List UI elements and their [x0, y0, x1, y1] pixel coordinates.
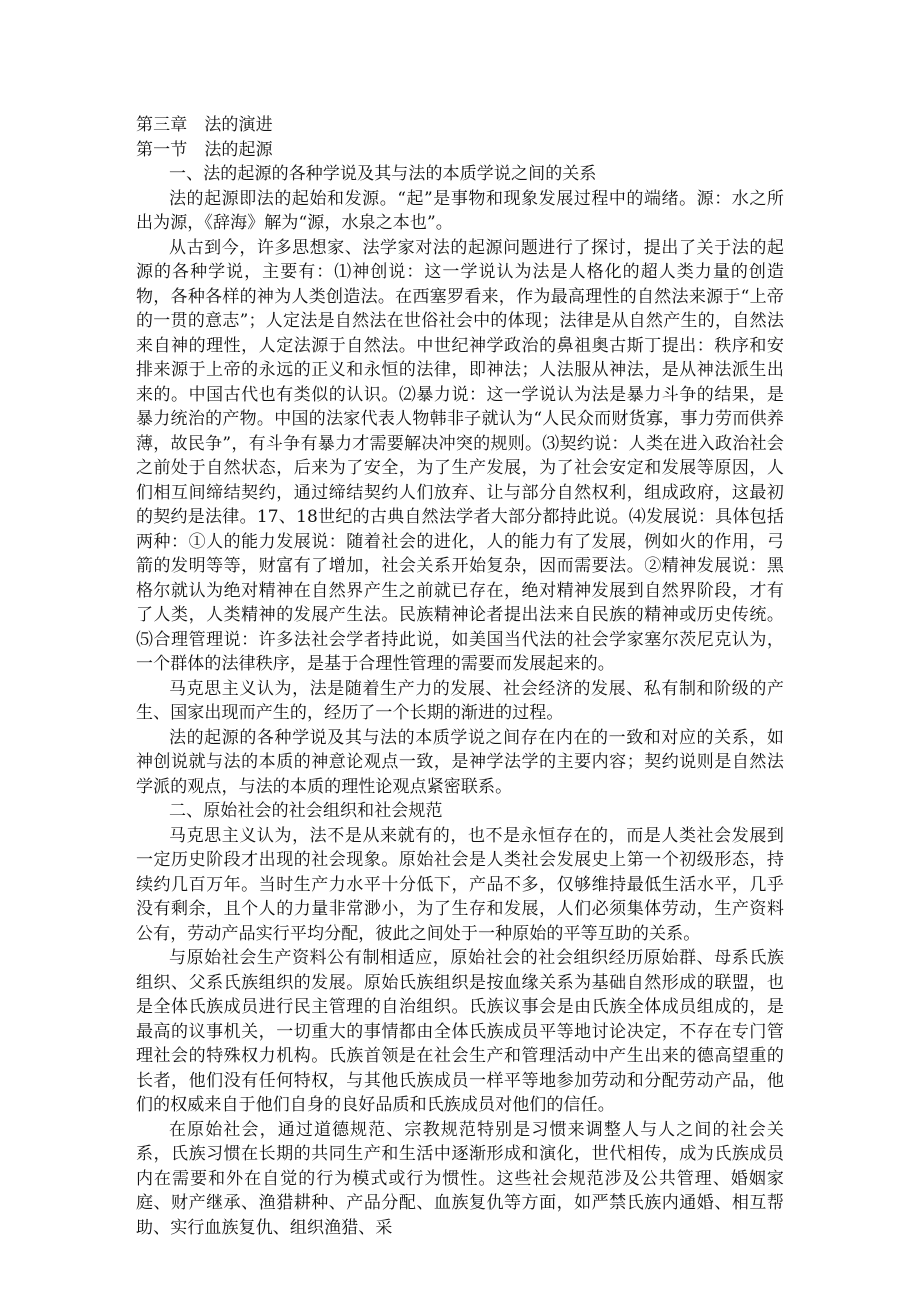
section-heading	[136, 138, 784, 163]
chapter-title: 法的演进	[204, 115, 273, 135]
paragraph: 与原始社会生产资料公有制相适应，原始社会的社会组织经历原始群、母系氏族组织、父系氏族组织的发展。原始氏族组织是按血缘关系为基础自然形成的联盟，也是全体氏族成员进行民主管理的自治组织。氏族议事会是由氏族全体成员组成的，是最高的议事机关，一切重大的事情都由全体氏族成员平等地讨论决定，不存在专门管理社会的特殊权力机构。氏族首领是在社会生产和管理活动中产生出来的德高望重的长者，他们没有任何特权，与其他氏族成员一样平等地参加劳动和分配劳动产品，他们的权威来自于他们自身的良好品质和氏族成员对他们的信任。	[136, 948, 784, 1115]
part2-heading: 二、原始社会的社会组织和社会规范	[169, 801, 443, 821]
document-page	[136, 113, 784, 1240]
paragraph: 在原始社会，通过道德规范、宗教规范特别是习惯来调整人与人之间的社会关系，氏族习惯在长期的共同生产和生活中逐渐形成和演化，世代相传，成为氏族成员内在需要和外在自觉的行为模式或行为惯性。这些社会规范涉及公共管理、婚姻家庭、财产继承、渔猎耕种、产品分配、血族复仇等方面，如严禁氏族内通婚、相互帮助、实行血族复仇、组织渔猎、采	[136, 1119, 784, 1238]
paragraph: 法的起源的各种学说及其与法的本质学说之间存在内在的一致和对应的关系，如神创说就与法的本质的神意论观点一致，是神学法学的主要内容；契约说则是自然法学派的观点，与法的本质的理性论观点紧密联系。	[136, 727, 784, 797]
section-number: 第一节	[136, 139, 188, 160]
part1-heading: 一、法的起源的各种学说及其与法的本质学说之间的关系	[169, 164, 597, 184]
paragraph: 法的起源即法的起始和发源。“起”是事物和现象发展过程中的端绪。源：水之所出为源，《辞海》解为“源，水泉之本也”。	[136, 188, 784, 233]
chapter-heading	[136, 113, 784, 138]
paragraph: 从古到今，许多思想家、法学家对法的起源问题进行了探讨，提出了关于法的起源的各种学说，主要有：⑴神创说：这一学说认为法是人格化的超人类力量的创造物，各种各样的神为人类创造法。在西塞罗看来，作为最高理性的自然法来源于“上帝的一贯的意志”；人定法是自然法在世俗社会中的体现；法律是从自然产生的，自然法来自神的理性，人定法源于自然法。中世纪神学政治的鼻祖奥古斯丁提出：秩序和安排来源于上帝的永远的正义和永恒的法律，即神法；人法服从神法，是从神法派生出来的。中国古代也有类似的认识。⑵暴力说：这一学说认为法是暴力斗争的结果，是暴力统治的产物。中国的法家代表人物韩非子就认为“人民众而财货寡，事力劳而供养薄，故民争”，有斗争有暴力才需要解决冲突的规则。⑶契约说：人类在进入政治社会之前处于自然状态，后来为了安全，为了生产发展，为了社会安定和发展等原因，人们相互间缔结契约，通过缔结契约人们放弃、让与部分自然权利，组成政府，这最初的契约是法律。17、18世纪的古典自然法学者大部分都持此说。⑷发展说：具体包括两种：①人的能力发展说：随着社会的进化，人的能力有了发展，例如火的作用，弓箭的发明等等，财富有了增加，社会关系开始复杂，因而需要法。②精神发展说：黑格尔就认为绝对精神在自然界产生之前就已存在，绝对精神发展到自然界阶段，才有了人类，人类精神的发展产生法。民族精神论者提出法来自民族的精神或历史传统。⑸合理管理说：许多法社会学者持此说，如美国当代法的社会学家塞尔茨尼克认为，一个群体的法律秩序，是基于合理性管理的需要而发展起来的。	[136, 237, 784, 674]
paragraph: 马克思主义认为，法是随着生产力的发展、社会经济的发展、私有制和阶级的产生、国家出现而产生的，经历了一个长期的渐进的过程。	[136, 678, 784, 723]
chapter-number: 第三章	[136, 115, 188, 135]
paragraph: 马克思主义认为，法不是从来就有的，也不是永恒存在的，而是人类社会发展到一定历史阶段才出现的社会现象。原始社会是人类社会发展史上第一个初级形态，持续约几百万年。当时生产力水平十分低下，产品不多，仅够维持最低生活水平，几乎没有剩余，且个人的力量非常渺小，为了生存和发展，人们必须集体劳动，生产资料公有，劳动产品实行平均分配，彼此之间处于一种原始的平等互助的关系。	[136, 825, 784, 944]
section-title: 法的起源	[204, 139, 273, 160]
